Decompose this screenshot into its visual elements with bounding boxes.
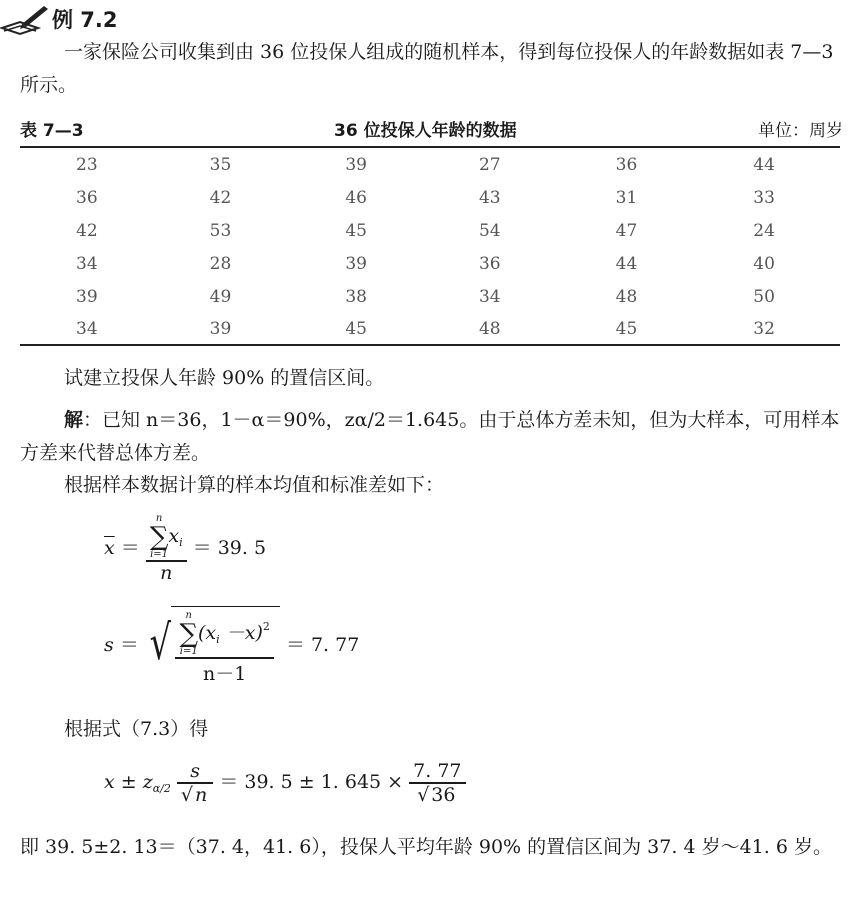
table-cell: 34 — [76, 253, 98, 274]
table-row — [20, 280, 840, 313]
table-row — [20, 215, 840, 248]
table-number: 表 7—3 — [20, 121, 84, 141]
sqrt-symbol: √ n ∑ i=1 $(x_i -x)^2$ n－1 — [145, 606, 280, 686]
table-row — [20, 182, 840, 215]
table-cell: 24 — [753, 220, 775, 241]
sd-power: 2 — [262, 620, 270, 633]
table-cell: 36 — [76, 188, 98, 209]
table-cell: 36 — [615, 155, 638, 176]
mean-numerator — [146, 514, 187, 560]
sigma-symbol: n ∑ i=1 — [179, 610, 199, 657]
sum-upper: n — [185, 610, 192, 621]
question-text: 试建立投保人年龄 90% 的置信区间。 — [64, 367, 385, 389]
ci-fraction-2 — [409, 760, 465, 806]
ci-denominator-2: √ 36 — [417, 783, 456, 806]
table-row — [20, 149, 840, 182]
table-row — [20, 247, 840, 280]
sd-lhs: s — [104, 633, 114, 656]
table-top-rule — [20, 146, 840, 148]
solution-label: 解 — [64, 409, 84, 431]
table-cell: 32 — [753, 319, 775, 340]
table-cell: 54 — [478, 220, 501, 241]
mean-result: ＝ 39. 5 — [192, 536, 267, 559]
formula-reference: 根据式（7.3）得 — [64, 718, 209, 740]
example-title: 例 7.2 — [52, 8, 118, 32]
table-bottom-rule — [20, 344, 840, 346]
ci-numerator-2: 7. 77 — [413, 760, 462, 782]
table-cell: 34 — [76, 319, 98, 340]
table-cell: 46 — [345, 188, 367, 209]
conclusion-text: 即 39. 5±2. 13＝（37. 4，41. 6），投保人平均年龄 90% 的置信区间为 37. 4 岁～41. 6 岁。 — [20, 836, 832, 858]
sd-term-sub: i — [216, 633, 220, 646]
mean-term-sub: i — [179, 536, 183, 549]
table-cell: 27 — [478, 155, 501, 176]
table-cell: 48 — [615, 286, 638, 307]
table-cell: 36 — [478, 253, 501, 274]
solution-text: ：已知 n＝36，1－α＝90%，zα/2＝1.645。由于总体方差未知，但为大样本，可用样本方差来代替总体方差。 — [20, 409, 840, 464]
table-cell: 39 — [345, 253, 367, 274]
table-cell: 53 — [209, 220, 232, 241]
sigma-symbol: n ∑ i=1 — [149, 513, 169, 560]
sd-formula: s ＝ √ n ∑ i=1 $(x_i -x)^2$ n－1 ＝ 7. 77 — [104, 606, 359, 686]
calc-intro: 根据样本数据计算的样本均值和标准差如下： — [64, 474, 445, 496]
sd-numerator — [175, 611, 273, 657]
table-cell: 23 — [76, 155, 98, 176]
sum-lower: i=1 — [179, 646, 198, 657]
ci-numerator: s — [190, 760, 200, 782]
table-cell: 45 — [345, 319, 367, 340]
table-cell: 40 — [753, 253, 775, 274]
table-cell: 39 — [76, 286, 98, 307]
sum-lower: i=1 — [150, 549, 169, 560]
sd-term: (x — [198, 622, 217, 644]
table-cell: 31 — [615, 188, 638, 209]
ci-lhs: x ± z — [104, 770, 153, 793]
table-cell: 45 — [615, 319, 638, 340]
table-cell: 39 — [345, 155, 367, 176]
mean-lhs: $\overline{x}$ — [104, 536, 115, 559]
sd-denominator: n－1 — [202, 662, 247, 685]
table-cell: 44 — [753, 155, 775, 176]
table-cell: 28 — [209, 253, 232, 274]
mean-denominator: n — [160, 561, 173, 584]
table-cell: 47 — [615, 220, 638, 241]
table-cell: 45 — [345, 220, 367, 241]
sum-upper: n — [155, 513, 163, 524]
table-cell: 50 — [753, 286, 775, 307]
solution-paragraph — [20, 404, 850, 470]
table-title: 36 位投保人年龄的数据 — [334, 121, 517, 141]
table-row — [20, 313, 840, 346]
ci-formula — [104, 760, 466, 806]
table-cell: 43 — [478, 188, 501, 209]
sd-result: ＝ 7. 77 — [285, 633, 360, 656]
ci-fraction — [177, 760, 213, 806]
ci-den-value: n — [195, 783, 208, 806]
table-cell: 48 — [478, 319, 501, 340]
table-cell: 33 — [753, 188, 775, 209]
table-cell: 49 — [209, 286, 232, 307]
mean-formula: $\overline{x}$ ＝ n ∑ i=1 $x_i$ n ＝ 39. 5 — [104, 513, 267, 584]
age-data-table — [20, 149, 840, 346]
table-unit: 单位：周岁 — [758, 121, 843, 141]
table-cell: 44 — [615, 253, 638, 274]
table-cell: 35 — [209, 155, 232, 176]
problem-statement: 一家保险公司收集到由 36 位投保人组成的随机样本，得到每位投保人的年龄数据如表 7—3 所示。 — [20, 41, 834, 96]
table-cell: 42 — [209, 188, 232, 209]
ci-mid: ＝ 39. 5 ± 1. 645 × — [219, 770, 404, 793]
ci-den2-value: 36 — [431, 783, 456, 806]
ci-denominator: √ n — [180, 783, 208, 806]
sd-fraction — [175, 611, 273, 686]
table-cell: 38 — [345, 286, 367, 307]
mean-fraction — [146, 514, 187, 584]
ci-sub: α/2 — [152, 781, 171, 795]
table-cell: 34 — [478, 286, 501, 307]
table-cell: 42 — [76, 220, 98, 241]
sd-term-rest: －x) — [219, 622, 263, 644]
table-cell: 39 — [209, 319, 232, 340]
pen-book-icon — [0, 2, 50, 36]
mean-term: x — [168, 525, 180, 547]
